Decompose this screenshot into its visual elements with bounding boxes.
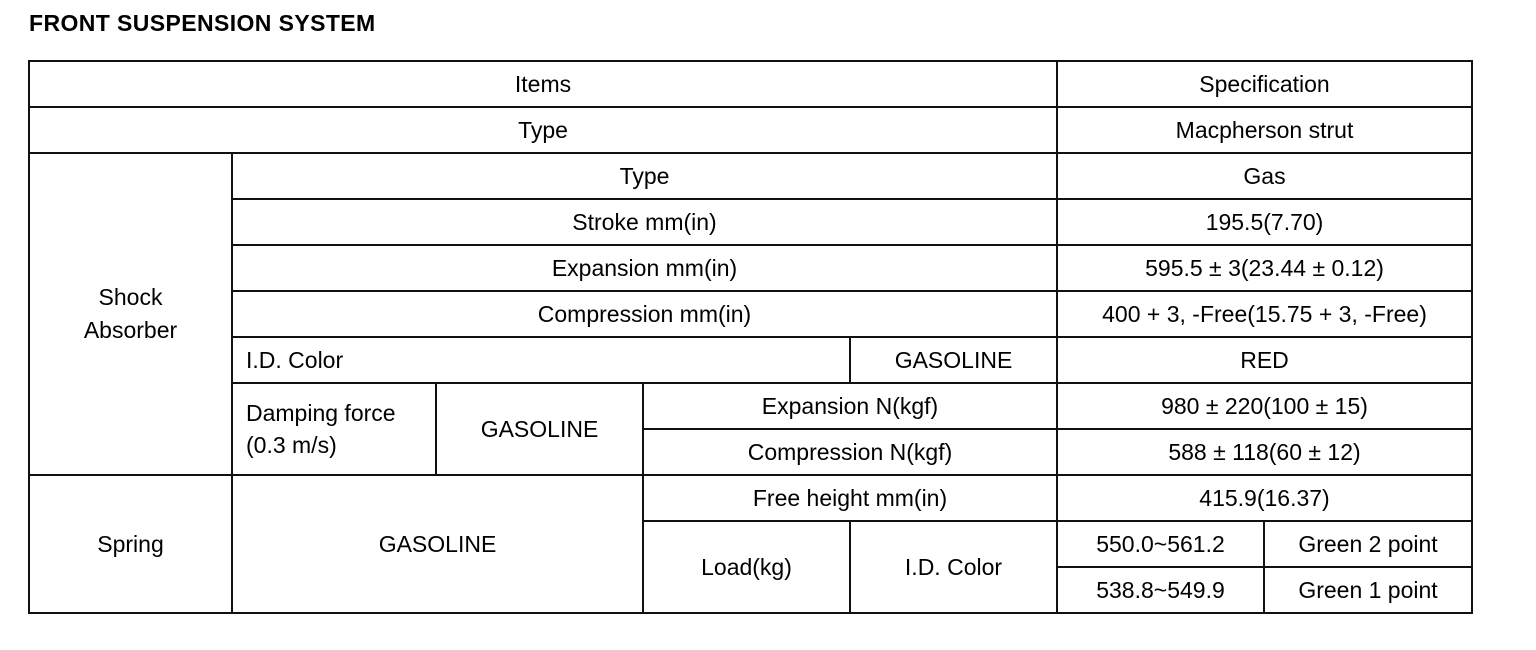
expansion-label: Expansion mm(in) <box>232 245 1057 291</box>
load-color-2: Green 1 point <box>1264 567 1472 613</box>
shock-absorber-label <box>29 153 232 475</box>
compression-label: Compression mm(in) <box>232 291 1057 337</box>
damping-expansion-label: Expansion N(kgf) <box>643 383 1057 429</box>
stroke-value: 195.5(7.70) <box>1057 199 1472 245</box>
spec-table <box>28 60 1473 614</box>
stroke-row <box>29 199 1472 245</box>
type-row <box>29 107 1472 153</box>
spring-engine: GASOLINE <box>232 475 643 613</box>
load-label: Load(kg) <box>643 521 850 613</box>
compression-row <box>29 291 1472 337</box>
id-color-label: I.D. Color <box>232 337 850 383</box>
free-height-label: Free height mm(in) <box>643 475 1057 521</box>
free-height-value: 415.9(16.37) <box>1057 475 1472 521</box>
shock-absorber-label-line1: Shock <box>98 284 163 310</box>
id-color-row <box>29 337 1472 383</box>
shock-absorber-label-line2: Absorber <box>83 317 178 343</box>
type-label: Type <box>29 107 1057 153</box>
shock-type-value: Gas <box>1057 153 1472 199</box>
load-range-2: 538.8~549.9 <box>1057 567 1264 613</box>
stroke-label: Stroke mm(in) <box>232 199 1057 245</box>
damping-compression-label: Compression N(kgf) <box>643 429 1057 475</box>
expansion-row <box>29 245 1472 291</box>
damping-expansion-row <box>29 383 1472 429</box>
shock-type-label: Type <box>232 153 1057 199</box>
load-range-1: 550.0~561.2 <box>1057 521 1264 567</box>
damping-engine: GASOLINE <box>436 383 643 475</box>
damping-force-label-line1: Damping force <box>246 400 396 426</box>
compression-value: 400 + 3, -Free(15.75 + 3, -Free) <box>1057 291 1472 337</box>
damping-expansion-value: 980 ± 220(100 ± 15) <box>1057 383 1472 429</box>
specification-header: Specification <box>1057 61 1472 107</box>
spring-label: Spring <box>29 475 232 613</box>
id-color-engine: GASOLINE <box>850 337 1057 383</box>
damping-compression-value: 588 ± 118(60 ± 12) <box>1057 429 1472 475</box>
header-row <box>29 61 1472 107</box>
id-color-value: RED <box>1057 337 1472 383</box>
type-value: Macpherson strut <box>1057 107 1472 153</box>
expansion-value: 595.5 ± 3(23.44 ± 0.12) <box>1057 245 1472 291</box>
items-header: Items <box>29 61 1057 107</box>
page-title: FRONT SUSPENSION SYSTEM <box>29 10 376 36</box>
spring-id-color-label: I.D. Color <box>850 521 1057 613</box>
damping-force-label-line2: (0.3 m/s) <box>246 432 337 458</box>
shock-type-row <box>29 153 1472 199</box>
damping-force-label <box>232 383 436 475</box>
spring-free-height-row <box>29 475 1472 521</box>
load-color-1: Green 2 point <box>1264 521 1472 567</box>
